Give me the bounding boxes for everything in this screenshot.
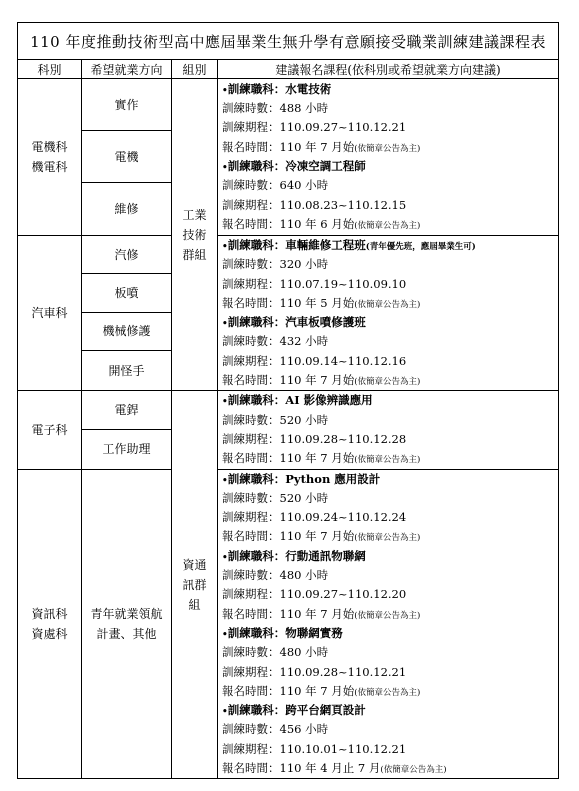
hours-label: 訓練時數： <box>222 334 280 349</box>
signup-label: 報名時間： <box>222 761 280 776</box>
department-name: 電機科 <box>31 140 68 154</box>
direction-welding: 電銲 <box>82 391 172 430</box>
table-title: 110 年度推動技術型高中應屆畢業生無升學有意願接受職業訓練建議課程表 <box>18 23 559 60</box>
direction-maintenance: 維修 <box>82 183 172 236</box>
bullet-icon: • <box>222 397 228 408</box>
course-extra: (青年優先班，應屆畢業生可) <box>365 242 476 252</box>
hours-label: 訓練時數： <box>222 490 280 505</box>
course-name: 冷凍空調工程師 <box>285 159 366 173</box>
course-period-line <box>222 118 558 137</box>
course-heading <box>222 701 558 720</box>
signup-label: 報名時間： <box>222 451 280 466</box>
hours-label: 訓練時數： <box>222 412 280 427</box>
signup-note: (依簡章公告為主) <box>354 455 421 466</box>
course-table <box>17 22 559 779</box>
period-label: 訓練期程： <box>222 664 280 679</box>
signup-value: 110 年 7 月始 <box>279 606 355 621</box>
department-auto: 汽車科 <box>18 236 82 391</box>
hours-value: 432 小時 <box>279 334 329 349</box>
bullet-icon: • <box>222 707 228 718</box>
course-cell-auto <box>218 236 559 391</box>
group-info <box>172 391 218 779</box>
course-name: 水電技術 <box>285 81 332 96</box>
bullet-icon: • <box>222 475 228 486</box>
course-label: 訓練職科： <box>227 471 286 486</box>
course-hours-line <box>222 566 558 585</box>
course-hours-line <box>222 176 558 195</box>
period-value: 110.08.23~110.12.15 <box>279 197 407 212</box>
direction-assistant: 工作助理 <box>82 429 172 469</box>
signup-label: 報名時間： <box>222 295 280 310</box>
header-course: 建議報名課程(依科別或希望就業方向建議) <box>218 60 559 79</box>
course-name: Python 應用設計 <box>285 471 381 486</box>
course-period-line <box>222 663 558 682</box>
period-label: 訓練期程： <box>222 741 280 756</box>
direction-mech-maint: 機械修護 <box>82 312 172 350</box>
group-text: 組 <box>188 597 201 612</box>
course-name: 行動通訊物聯網 <box>285 548 366 563</box>
department-info <box>18 469 82 779</box>
department-electric <box>18 79 82 236</box>
header-direction: 希望就業方向 <box>82 60 172 79</box>
course-label: 訓練職科： <box>227 159 286 173</box>
course-signup-line <box>222 682 558 701</box>
course-heading <box>222 157 558 176</box>
hours-value: 480 小時 <box>279 645 329 660</box>
course-item <box>222 80 558 157</box>
signup-value: 110 年 4 月止 7 月 <box>279 761 381 776</box>
course-item <box>222 313 558 390</box>
group-industrial <box>172 79 218 391</box>
signup-label: 報名時間： <box>222 683 280 698</box>
course-period-line <box>222 196 558 215</box>
course-signup-line <box>222 371 558 390</box>
course-name: 車輛維修工程班 <box>285 238 366 252</box>
course-hours-line <box>222 643 558 662</box>
bullet-icon: • <box>222 319 228 330</box>
period-label: 訓練期程： <box>222 587 280 602</box>
hours-value: 520 小時 <box>279 412 329 427</box>
signup-value: 110 年 7 月始 <box>279 451 355 466</box>
course-item <box>222 157 558 234</box>
header-department: 科別 <box>18 60 82 79</box>
course-period-line <box>222 352 558 371</box>
period-label: 訓練期程： <box>222 276 280 291</box>
period-label: 訓練期程： <box>222 353 280 368</box>
hours-label: 訓練時數： <box>222 178 280 193</box>
course-cell-electronic <box>218 391 559 469</box>
course-period-line <box>222 508 558 527</box>
direction-text: 青年就業領航 <box>90 606 163 621</box>
signup-label: 報名時間： <box>222 216 280 231</box>
course-heading <box>222 80 558 99</box>
period-label: 訓練期程： <box>222 120 280 135</box>
signup-value: 110 年 7 月始 <box>279 529 355 544</box>
hours-label: 訓練時數： <box>222 722 280 737</box>
course-item <box>222 391 558 468</box>
signup-note: (依簡章公告為主) <box>354 143 421 154</box>
direction-text: 計畫、其他 <box>96 626 157 641</box>
course-heading <box>222 547 558 566</box>
course-label: 訓練職科： <box>227 315 286 330</box>
hours-label: 訓練時數： <box>222 101 280 116</box>
hours-value: 488 小時 <box>279 101 329 116</box>
course-hours-line <box>222 489 558 508</box>
group-text: 技術 <box>182 227 207 242</box>
bullet-icon: • <box>222 163 228 173</box>
course-cell-electric <box>218 79 559 236</box>
hours-value: 456 小時 <box>279 722 329 737</box>
course-hours-line <box>222 720 558 739</box>
signup-label: 報名時間： <box>222 606 280 621</box>
department-electronic: 電子科 <box>18 391 82 469</box>
group-text: 資通 <box>182 557 207 572</box>
signup-note: (依簡章公告為主) <box>354 610 421 621</box>
department-name: 機電科 <box>31 160 68 174</box>
course-label: 訓練職科： <box>227 393 286 408</box>
bullet-icon: • <box>222 242 228 252</box>
signup-value: 110 年 7 月始 <box>279 683 355 698</box>
course-label: 訓練職科： <box>227 81 286 96</box>
bullet-icon: • <box>222 629 228 640</box>
department-name: 資訊科 <box>31 606 68 621</box>
signup-note: (依簡章公告為主) <box>354 220 421 231</box>
bullet-icon: • <box>222 85 228 96</box>
course-period-line <box>222 740 558 759</box>
course-signup-line <box>222 449 558 468</box>
direction-youth <box>82 469 172 779</box>
period-value: 110.09.28~110.12.21 <box>279 664 407 679</box>
period-label: 訓練期程： <box>222 431 280 446</box>
hours-label: 訓練時數： <box>222 645 280 660</box>
course-heading <box>222 470 558 489</box>
course-item <box>222 547 558 624</box>
signup-value: 110 年 6 月始 <box>279 216 355 231</box>
period-value: 110.07.19~110.09.10 <box>279 276 407 291</box>
signup-value: 110 年 5 月始 <box>279 295 355 310</box>
course-label: 訓練職科： <box>227 548 286 563</box>
direction-paint: 板噴 <box>82 274 172 312</box>
department-name: 資處科 <box>31 626 68 641</box>
hours-label: 訓練時數： <box>222 257 280 272</box>
bullet-icon: • <box>222 552 228 563</box>
course-heading <box>222 391 558 410</box>
signup-note: (依簡章公告為主) <box>380 765 447 776</box>
course-item <box>222 701 558 778</box>
direction-auto-repair: 汽修 <box>82 236 172 274</box>
course-hours-line <box>222 255 558 274</box>
course-item <box>222 236 558 313</box>
group-text: 工業 <box>182 207 207 222</box>
signup-label: 報名時間： <box>222 529 280 544</box>
course-item <box>222 470 558 547</box>
hours-label: 訓練時數： <box>222 568 280 583</box>
hours-value: 520 小時 <box>279 490 329 505</box>
group-text: 群組 <box>182 247 207 262</box>
course-signup-line <box>222 605 558 624</box>
signup-value: 110 年 7 月始 <box>279 373 355 388</box>
course-signup-line <box>222 527 558 546</box>
course-period-line <box>222 585 558 604</box>
course-hours-line <box>222 332 558 351</box>
course-name: 汽車板噴修護班 <box>285 315 366 330</box>
course-heading <box>222 624 558 643</box>
direction-electrician: 電機 <box>82 131 172 183</box>
course-period-line <box>222 275 558 294</box>
course-label: 訓練職科： <box>227 238 286 252</box>
course-hours-line <box>222 99 558 118</box>
signup-label: 報名時間： <box>222 139 280 154</box>
course-label: 訓練職科： <box>227 625 286 640</box>
course-heading <box>222 236 558 255</box>
direction-excavator: 開怪手 <box>82 350 172 390</box>
hours-value: 640 小時 <box>279 178 329 193</box>
hours-value: 480 小時 <box>279 568 329 583</box>
signup-label: 報名時間： <box>222 373 280 388</box>
period-value: 110.09.27~110.12.21 <box>279 120 407 135</box>
course-name: 跨平台網頁設計 <box>285 703 366 718</box>
period-value: 110.09.27~110.12.20 <box>279 587 407 602</box>
hours-value: 320 小時 <box>279 257 329 272</box>
course-signup-line <box>222 138 558 157</box>
header-group: 組別 <box>172 60 218 79</box>
signup-note: (依簡章公告為主) <box>354 687 421 698</box>
course-item <box>222 624 558 701</box>
signup-note: (依簡章公告為主) <box>354 377 421 388</box>
course-signup-line <box>222 759 558 778</box>
course-name: AI 影像辨識應用 <box>285 393 373 408</box>
group-text: 訊群 <box>182 577 207 592</box>
period-value: 110.09.24~110.12.24 <box>279 510 407 525</box>
period-label: 訓練期程： <box>222 510 280 525</box>
course-table-document <box>17 22 558 779</box>
course-cell-info <box>218 469 559 779</box>
signup-note: (依簡章公告為主) <box>354 299 421 310</box>
course-name: 物聯網實務 <box>285 625 343 640</box>
course-period-line <box>222 430 558 449</box>
signup-value: 110 年 7 月始 <box>279 139 355 154</box>
direction-practice: 實作 <box>82 79 172 131</box>
period-value: 110.09.28~110.12.28 <box>279 431 407 446</box>
course-label: 訓練職科： <box>227 703 286 718</box>
period-value: 110.10.01~110.12.21 <box>279 741 407 756</box>
course-heading <box>222 313 558 332</box>
period-value: 110.09.14~110.12.16 <box>279 353 407 368</box>
course-signup-line <box>222 215 558 234</box>
course-hours-line <box>222 411 558 430</box>
signup-note: (依簡章公告為主) <box>354 533 421 544</box>
period-label: 訓練期程： <box>222 197 280 212</box>
course-signup-line <box>222 294 558 313</box>
